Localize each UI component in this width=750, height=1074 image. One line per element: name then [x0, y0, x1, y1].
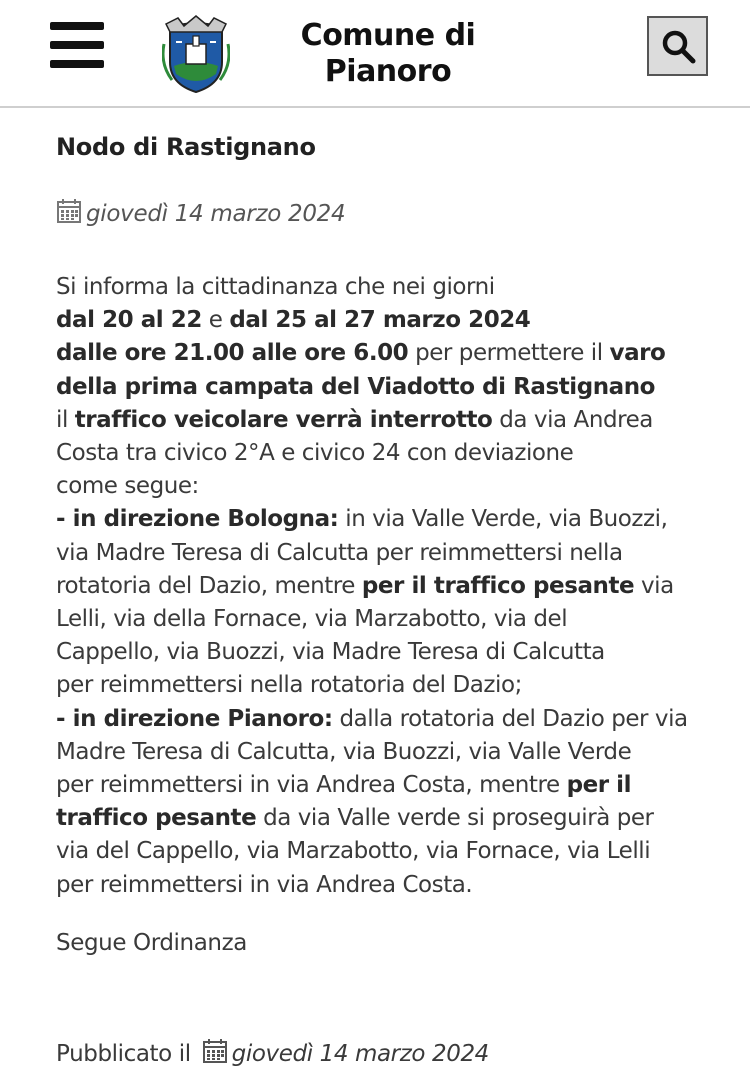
calendar-icon — [56, 198, 82, 224]
bold-text: dal 20 al 22 — [56, 307, 202, 334]
body-line — [56, 304, 736, 337]
body-text-segment: dalla rotatoria del Dazio per via — [332, 705, 688, 732]
bold-text: - in direzione Pianoro: — [56, 705, 333, 732]
body-line — [56, 470, 736, 503]
bold-text: dalle ore 21.00 alle ore 6.00 — [56, 340, 409, 367]
body-line — [56, 503, 736, 536]
published-row — [56, 1038, 489, 1067]
body-text-segment: Si informa la cittadinanza che nei giorni — [56, 274, 495, 300]
body-line — [56, 802, 736, 835]
body-line — [56, 603, 736, 636]
published-date: giovedì 14 marzo 2024 — [231, 1041, 489, 1067]
bold-text: della prima campata del Viadotto di Rastignano — [56, 373, 655, 400]
body-text-segment: Costa tra civico 2°A e civico 24 con deviazione — [56, 440, 574, 467]
body-line — [56, 869, 736, 902]
body-text-segment: come segue: — [56, 473, 199, 500]
body-text-segment: in via Valle Verde, via Buozzi, — [338, 506, 668, 533]
bold-text: traffico pesante — [56, 805, 257, 832]
site-title-line1: Comune di — [300, 18, 476, 53]
body-line — [56, 669, 736, 702]
bold-text: per il — [566, 772, 632, 799]
body-text-segment: per reimmettersi in via Andrea Costa. — [56, 871, 473, 898]
body-line — [56, 703, 736, 736]
body-line — [56, 570, 736, 603]
body-text-segment: e — [201, 307, 230, 334]
article-date-text: giovedì 14 marzo 2024 — [86, 201, 346, 227]
body-text-segment: per reimmettersi nella rotatoria del Dazio; — [56, 672, 522, 699]
body-line — [56, 636, 736, 669]
body-line — [56, 835, 736, 868]
published-label: Pubblicato il — [56, 1041, 191, 1067]
body-text-segment: da via Andrea — [492, 406, 653, 433]
calendar-icon — [202, 1038, 228, 1064]
body-text-segment: Madre Teresa di Calcutta, via Buozzi, via Valle Verde — [56, 738, 632, 765]
site-header — [0, 0, 750, 108]
closing-text: Segue Ordinanza — [56, 930, 247, 956]
menu-icon[interactable] — [50, 22, 106, 70]
body-line — [56, 271, 736, 304]
coat-of-arms-logo[interactable] — [162, 14, 230, 96]
bold-text: dal 25 al 27 marzo 2024 — [229, 307, 531, 334]
body-text-segment: rotatoria del Dazio, mentre — [56, 572, 362, 599]
body-line — [56, 736, 736, 769]
body-text-segment: Lelli, via della Fornace, via Marzabotto, via del — [56, 606, 568, 633]
site-title[interactable] — [280, 18, 496, 90]
body-text-segment: per permettere il — [408, 340, 610, 367]
article-body — [56, 271, 736, 902]
body-text-segment: per reimmettersi in via Andrea Costa, mentre — [56, 772, 567, 799]
site-title-line2: Pianoro — [324, 54, 452, 89]
body-text-segment: Cappello, via Buozzi, via Madre Teresa di Calcutta — [56, 639, 605, 666]
bold-text: varo — [609, 340, 666, 367]
bold-text: traffico veicolare verrà interrotto — [74, 406, 493, 433]
body-line — [56, 337, 736, 370]
body-line — [56, 371, 736, 404]
article-date — [56, 198, 345, 228]
body-line — [56, 769, 736, 802]
search-button[interactable] — [647, 16, 708, 76]
body-line — [56, 404, 736, 437]
body-line — [56, 437, 736, 470]
article-title: Nodo di Rastignano — [56, 133, 316, 161]
body-line — [56, 537, 736, 570]
bold-text: - in direzione Bologna: — [56, 506, 339, 533]
bold-text: per il traffico pesante — [361, 572, 635, 599]
body-text-segment: da via Valle verde si proseguirà per — [256, 805, 654, 832]
search-icon — [661, 29, 697, 65]
body-text-segment: il — [56, 406, 75, 433]
body-text-segment: via del Cappello, via Marzabotto, via Fornace, via Lelli — [56, 838, 651, 865]
body-text-segment: via — [634, 572, 674, 599]
body-text-segment: via Madre Teresa di Calcutta per reimmettersi nella — [56, 539, 623, 566]
